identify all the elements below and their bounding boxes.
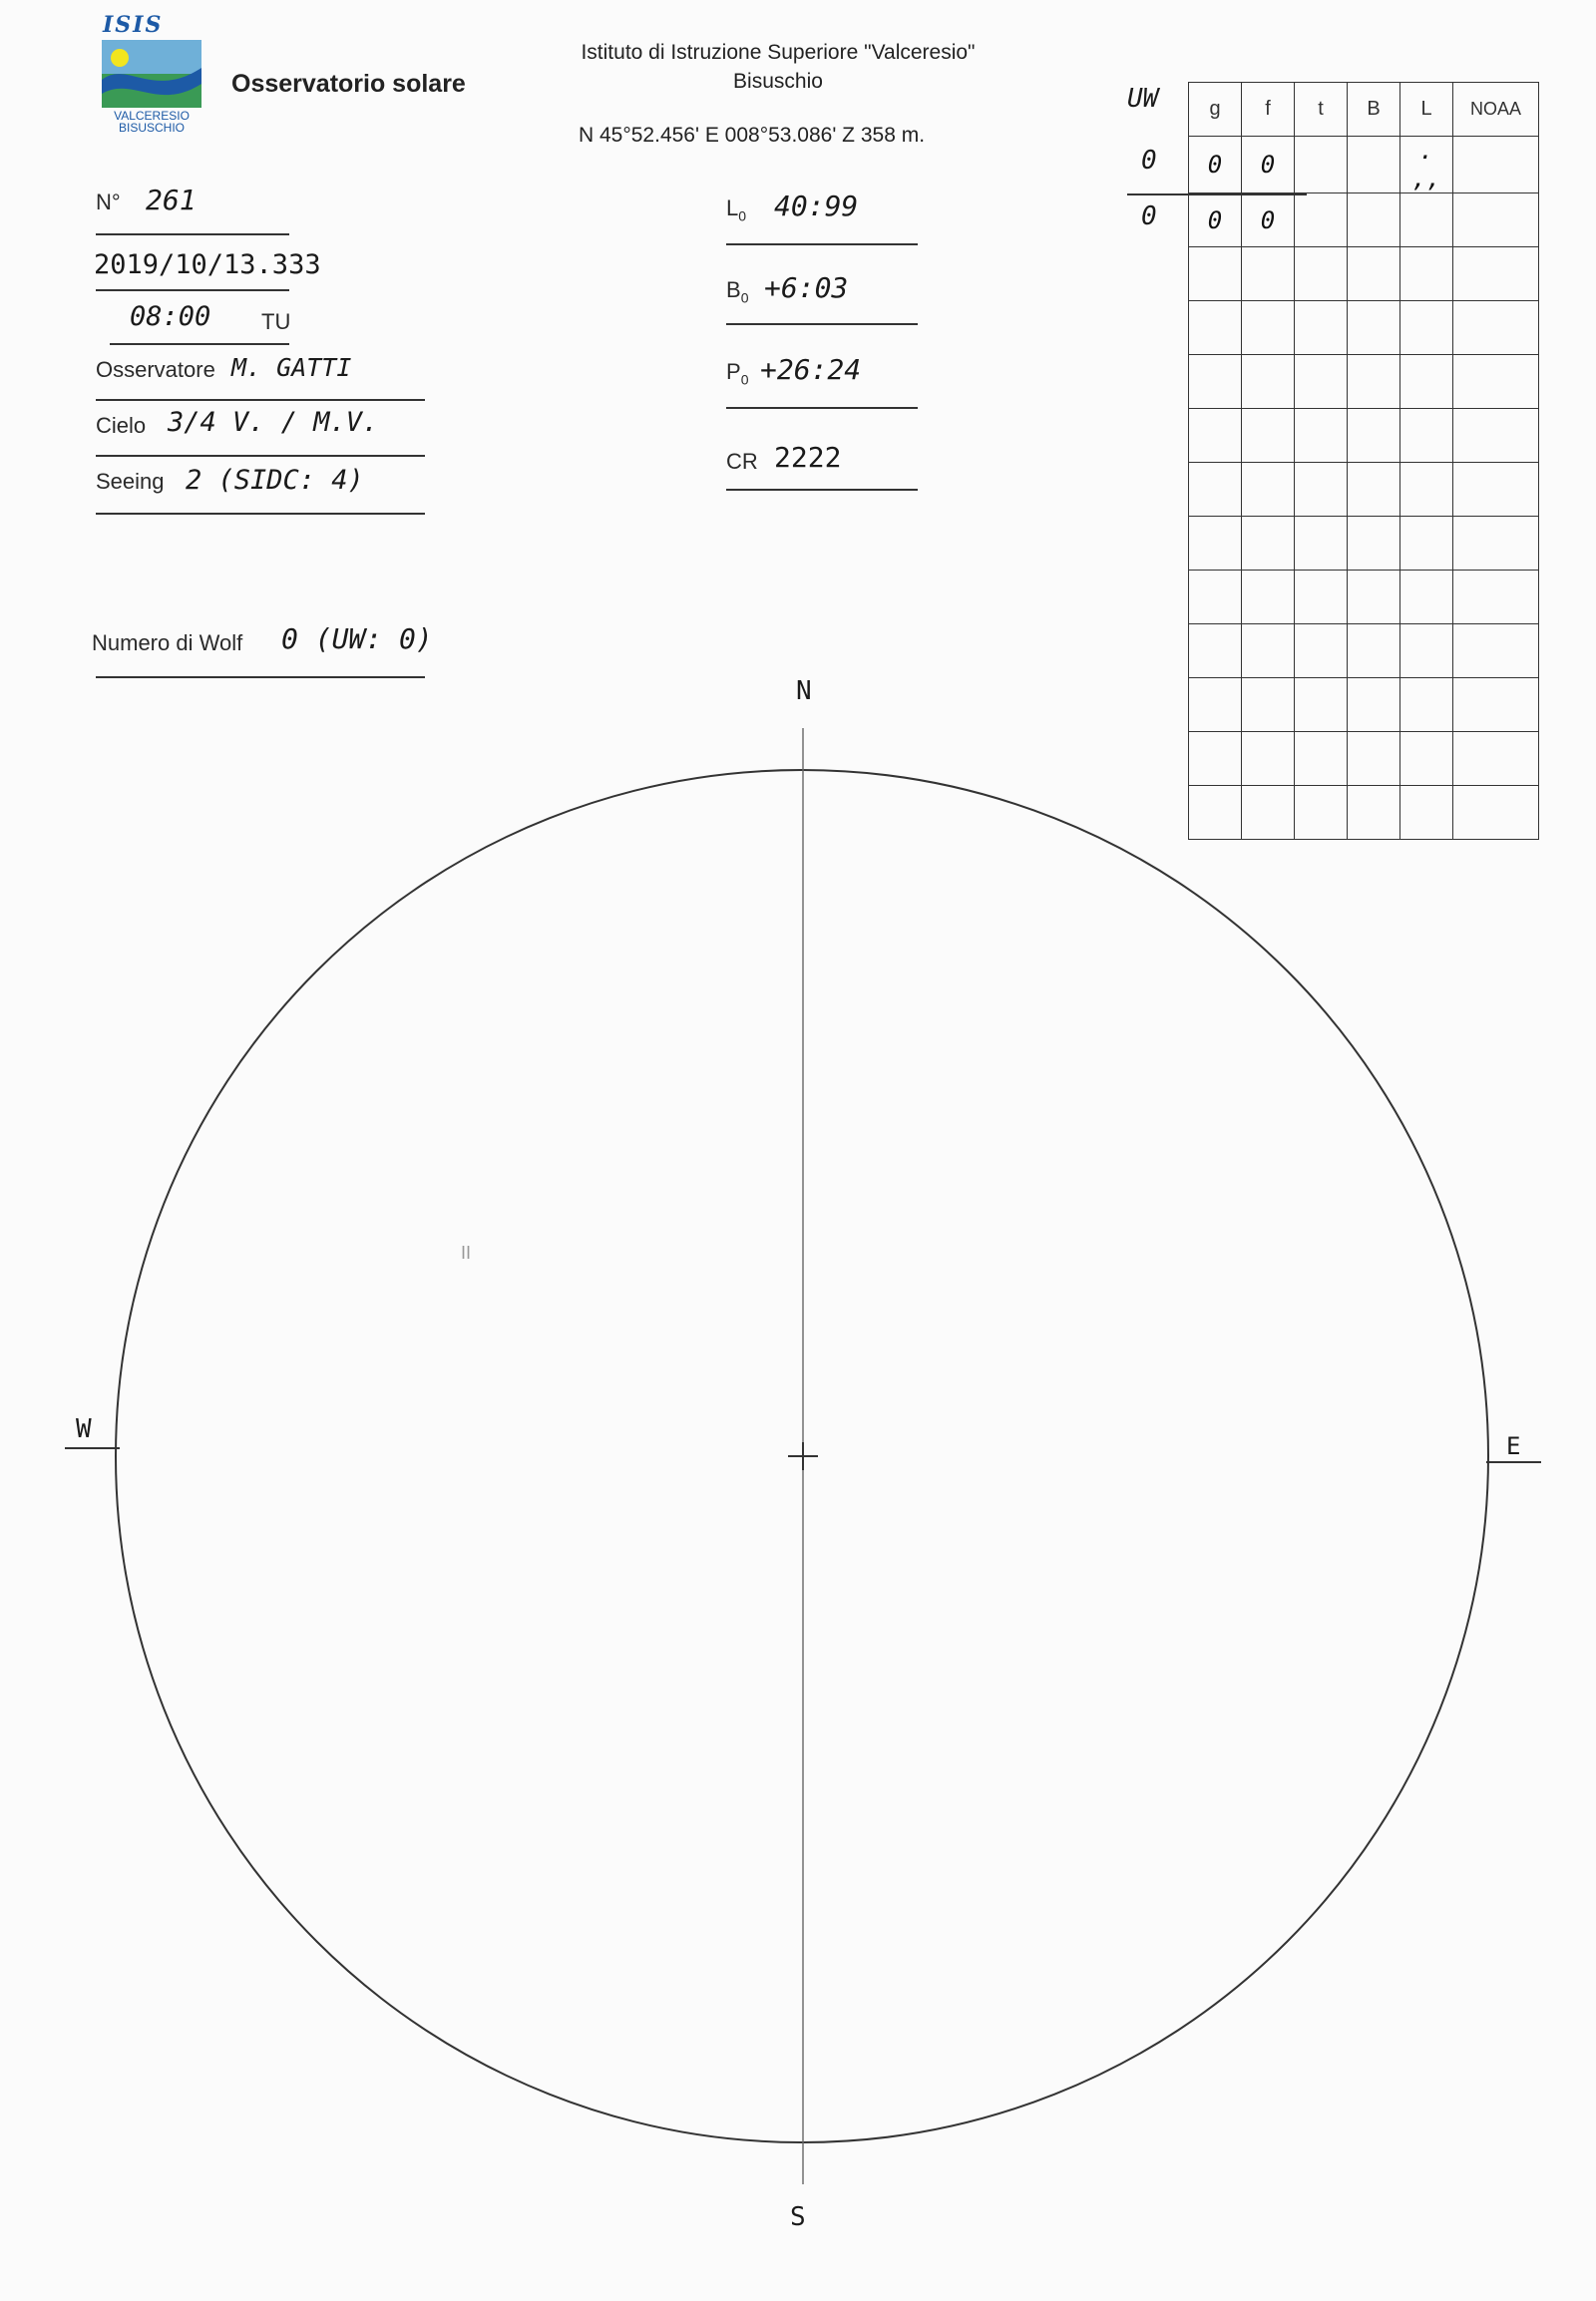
wolf-value: 0 (UW: 0): [281, 622, 433, 655]
header-b: B: [1348, 83, 1400, 137]
uw-value-2: 0: [1141, 201, 1157, 231]
institute-name: Istituto di Istruzione Superiore "Valceresio": [581, 41, 976, 64]
b0-label: $B_0$: [726, 277, 749, 306]
header-g: g: [1189, 83, 1242, 137]
logo-line1: VALCERESIO: [114, 109, 190, 123]
header-noaa: NOAA: [1453, 83, 1539, 137]
l0-label: $L_0$: [726, 195, 747, 224]
logo-brand: ISIS: [103, 12, 164, 38]
west-label: W: [76, 1414, 92, 1444]
uw-label: UW: [1127, 84, 1159, 114]
time-unit: TU: [261, 309, 291, 334]
observer-label: Osservatore: [96, 357, 215, 382]
sky-label: Cielo: [96, 413, 147, 438]
east-label: E: [1506, 1432, 1521, 1460]
south-label: S: [790, 2202, 806, 2232]
number-value: 261: [146, 184, 197, 216]
sky-value: 3/4 V. / M.V.: [168, 407, 379, 438]
cr-label: CR: [726, 449, 758, 474]
header-f: f: [1242, 83, 1295, 137]
date-value: 2019/10/13.333: [94, 249, 321, 280]
institute-town: Bisuschio: [733, 70, 823, 93]
l0-value: 40:99: [774, 190, 859, 222]
table-cell: . ,,: [1400, 137, 1453, 193]
table-cell: 0: [1189, 137, 1242, 193]
table-cell: 0: [1242, 137, 1295, 193]
logo-line2: BISUSCHIO: [118, 121, 185, 135]
observatory-coords: N 45°52.456' E 008°53.086' Z 358 m.: [579, 124, 926, 147]
table-cell: 0: [1242, 193, 1295, 247]
uw-value-1: 0: [1141, 146, 1157, 176]
number-label: N°: [96, 190, 121, 214]
north-label: N: [796, 676, 812, 706]
b0-value: +6:03: [764, 271, 849, 304]
wolf-label: Numero di Wolf: [92, 630, 243, 655]
seeing-label: Seeing: [96, 469, 165, 494]
p0-value: +26:24: [760, 353, 862, 386]
table-cell: 0: [1189, 193, 1242, 247]
seeing-value: 2 (SIDC: 4): [186, 465, 364, 496]
cr-value: 2222: [774, 441, 842, 474]
observer-value: M. GATTI: [231, 353, 352, 382]
faint-mark: II: [461, 1243, 472, 1263]
p0-label: $P_0$: [726, 359, 749, 388]
header-l: L: [1400, 83, 1453, 137]
header-t: t: [1295, 83, 1348, 137]
time-value: 08:00: [130, 301, 211, 332]
page-title: Osservatorio solare: [231, 70, 466, 98]
